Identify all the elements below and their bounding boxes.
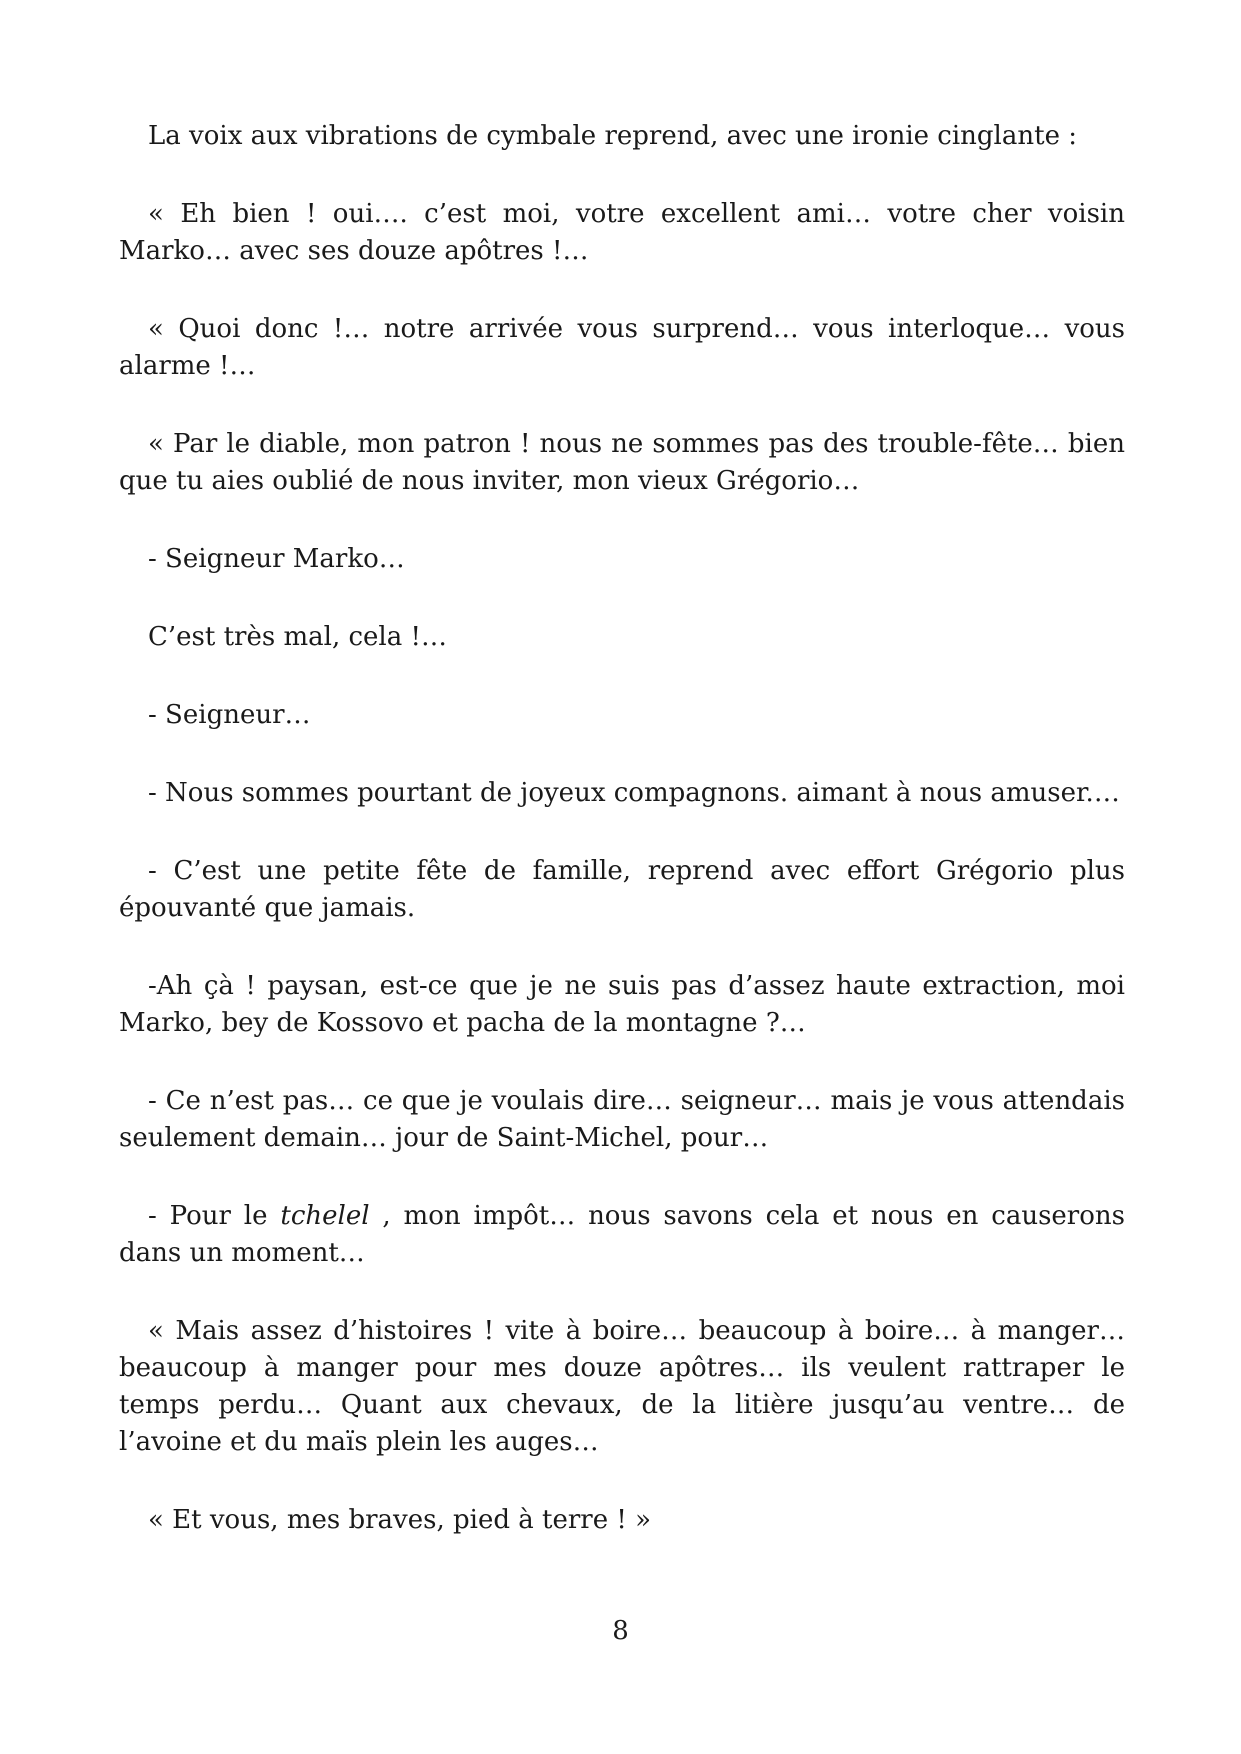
paragraph-12-text-before: - Pour le (148, 1201, 281, 1231)
paragraph-10: -Ah çà ! paysan, est-ce que je ne suis pas d’assez haute extraction, moi Marko, bey de Kossovo et pacha de la montagne ?… (119, 971, 1125, 1038)
paragraph-7: - Seigneur… (148, 700, 311, 730)
paragraph-1: La voix aux vibrations de cymbale reprend, avec une ironie cinglante : (148, 121, 1077, 151)
paragraph-9: - C’est une petite fête de famille, reprend avec effort Grégorio plus épouvanté que jamais. (119, 856, 1125, 923)
paragraph-4: « Par le diable, mon patron ! nous ne sommes pas des trouble-fête… bien que tu aies oublié de nous inviter, mon vieux Grégorio… (119, 429, 1125, 496)
paragraph-14: « Et vous, mes braves, pied à terre ! » (148, 1505, 651, 1535)
paragraph-12 (119, 1198, 1125, 1272)
paragraph-3: « Quoi donc !… notre arrivée vous surprend… vous interloque… vous alarme !… (119, 314, 1125, 381)
paragraph-13: « Mais assez d’histoires ! vite à boire… beaucoup à boire… à manger… beaucoup à manger pour mes douze apôtres… ils veulent rattraper le temps perdu… Quant aux chevaux, de la litière jusqu’au ventre… de l’avoine et du maïs plein les auges… (119, 1316, 1125, 1457)
paragraph-2: « Eh bien ! oui…. c’est moi, votre excellent ami… votre cher voisin Marko… avec ses douze apôtres !… (119, 199, 1125, 266)
page-body (119, 118, 1125, 1580)
paragraph-12-text-after: , mon impôt… nous savons cela et nous en causerons dans un moment… (119, 1201, 1125, 1268)
paragraph-5: - Seigneur Marko… (148, 544, 405, 574)
paragraph-11: - Ce n’est pas… ce que je voulais dire… seigneur… mais je vous attendais seulement demain… jour de Saint-Michel, pour… (119, 1086, 1125, 1153)
paragraph-12-italic-word: tchelel (280, 1201, 370, 1231)
paragraph-6: C’est très mal, cela !… (148, 622, 447, 652)
paragraph-8: - Nous sommes pourtant de joyeux compagnons. aimant à nous amuser.… (148, 778, 1120, 808)
page-number: 8 (612, 1616, 629, 1646)
